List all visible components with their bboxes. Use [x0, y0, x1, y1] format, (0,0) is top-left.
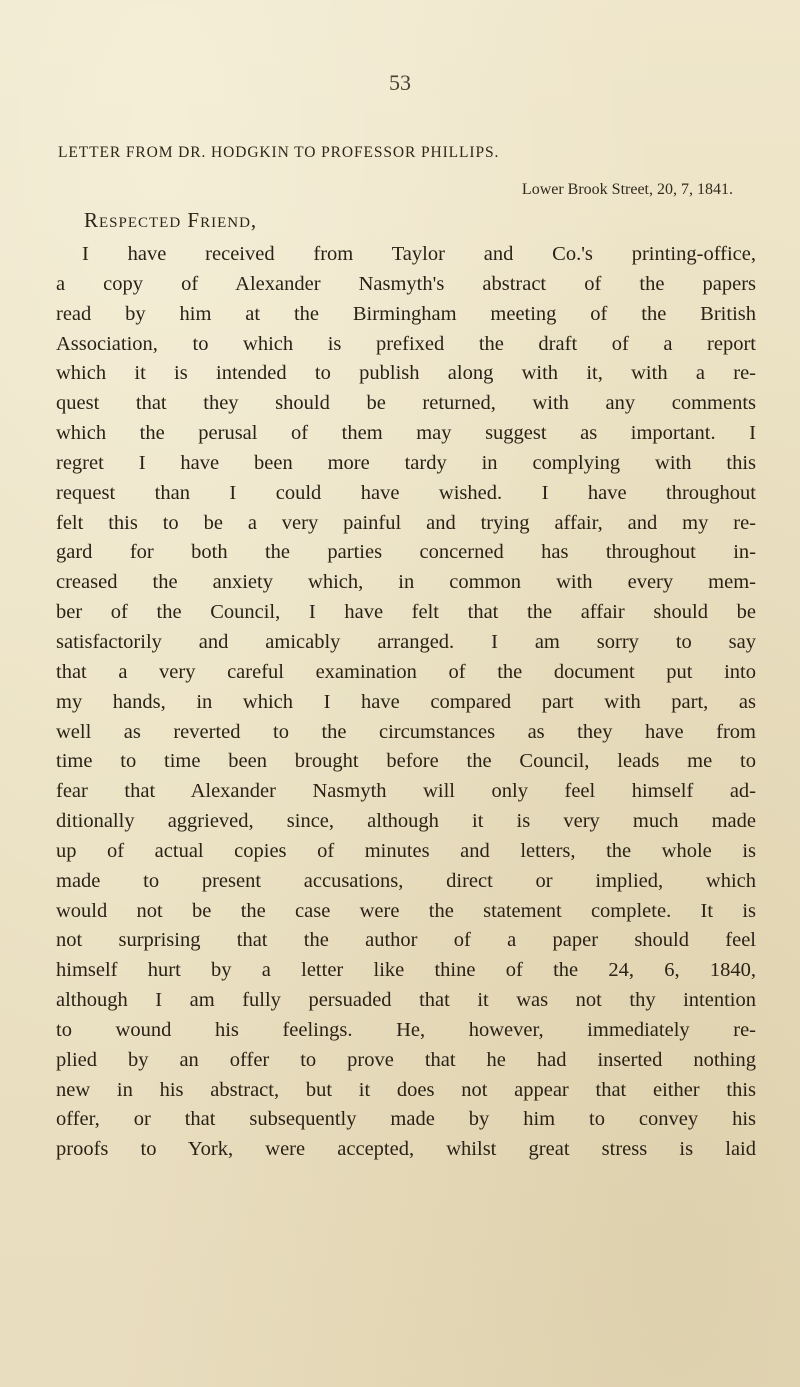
- body-line: himself hurt by a letter like thine of the 24, 6, 1840,: [56, 959, 756, 982]
- body-line: Association, to which is prefixed the draft of a report: [56, 332, 756, 355]
- body-line: up of actual copies of minutes and letters, the whole is: [56, 839, 756, 862]
- letter-body: [56, 240, 756, 1165]
- body-line: time to time been brought before the Council, leads me to: [56, 750, 756, 773]
- body-line: offer, or that subsequently made by him to convey his: [56, 1108, 756, 1131]
- page-number: 53: [389, 70, 411, 95]
- body-line: creased the anxiety which, in common with every mem-: [56, 571, 756, 594]
- body-line: proofs to York, were accepted, whilst great stress is laid: [56, 1138, 756, 1161]
- body-line: quest that they should be returned, with any comments: [56, 392, 756, 415]
- body-line: I have received from Taylor and Co.'s printing-office,: [82, 243, 756, 265]
- body-line: satisfactorily and amicably arranged. I am sorry to say: [56, 630, 756, 653]
- body-line: plied by an offer to prove that he had inserted nothing: [56, 1048, 756, 1071]
- body-line: would not be the case were the statement complete. It is: [56, 899, 756, 922]
- body-line: that a very careful examination of the document put into: [56, 660, 756, 683]
- letter-address-date: Lower Brook Street, 20, 7, 1841.: [521, 181, 733, 198]
- letter-salutation: Respected Friend,: [84, 208, 258, 232]
- body-line: made to present accusations, direct or implied, which: [56, 869, 756, 892]
- body-line: ditionally aggrieved, since, although it is very much made: [56, 810, 756, 833]
- body-line: which the perusal of them may suggest as important. I: [56, 422, 756, 445]
- body-line: read by him at the Birmingham meeting of the British: [56, 302, 756, 325]
- letter-heading: LETTER FROM DR. HODGKIN TO PROFESSOR PHILLIPS.: [58, 144, 500, 161]
- body-line: a copy of Alexander Nasmyth's abstract of the papers: [56, 272, 756, 295]
- body-line: felt this to be a very painful and trying affair, and my re-: [56, 511, 756, 534]
- body-line: fear that Alexander Nasmyth will only feel himself ad-: [56, 780, 756, 803]
- body-line: which it is intended to publish along with it, with a re-: [56, 362, 756, 385]
- body-line: new in his abstract, but it does not appear that either this: [56, 1078, 756, 1101]
- body-line: ber of the Council, I have felt that the affair should be: [56, 601, 756, 624]
- body-line: not surprising that the author of a paper should feel: [56, 929, 756, 952]
- body-line: well as reverted to the circumstances as they have from: [56, 720, 756, 743]
- body-line: gard for both the parties concerned has throughout in-: [56, 541, 756, 564]
- body-line: to wound his feelings. He, however, immediately re-: [56, 1018, 756, 1041]
- body-line: although I am fully persuaded that it was not thy intention: [56, 989, 756, 1012]
- body-line: my hands, in which I have compared part with part, as: [56, 690, 756, 713]
- body-line: regret I have been more tardy in complying with this: [56, 451, 756, 474]
- body-line: request than I could have wished. I have throughout: [56, 481, 756, 504]
